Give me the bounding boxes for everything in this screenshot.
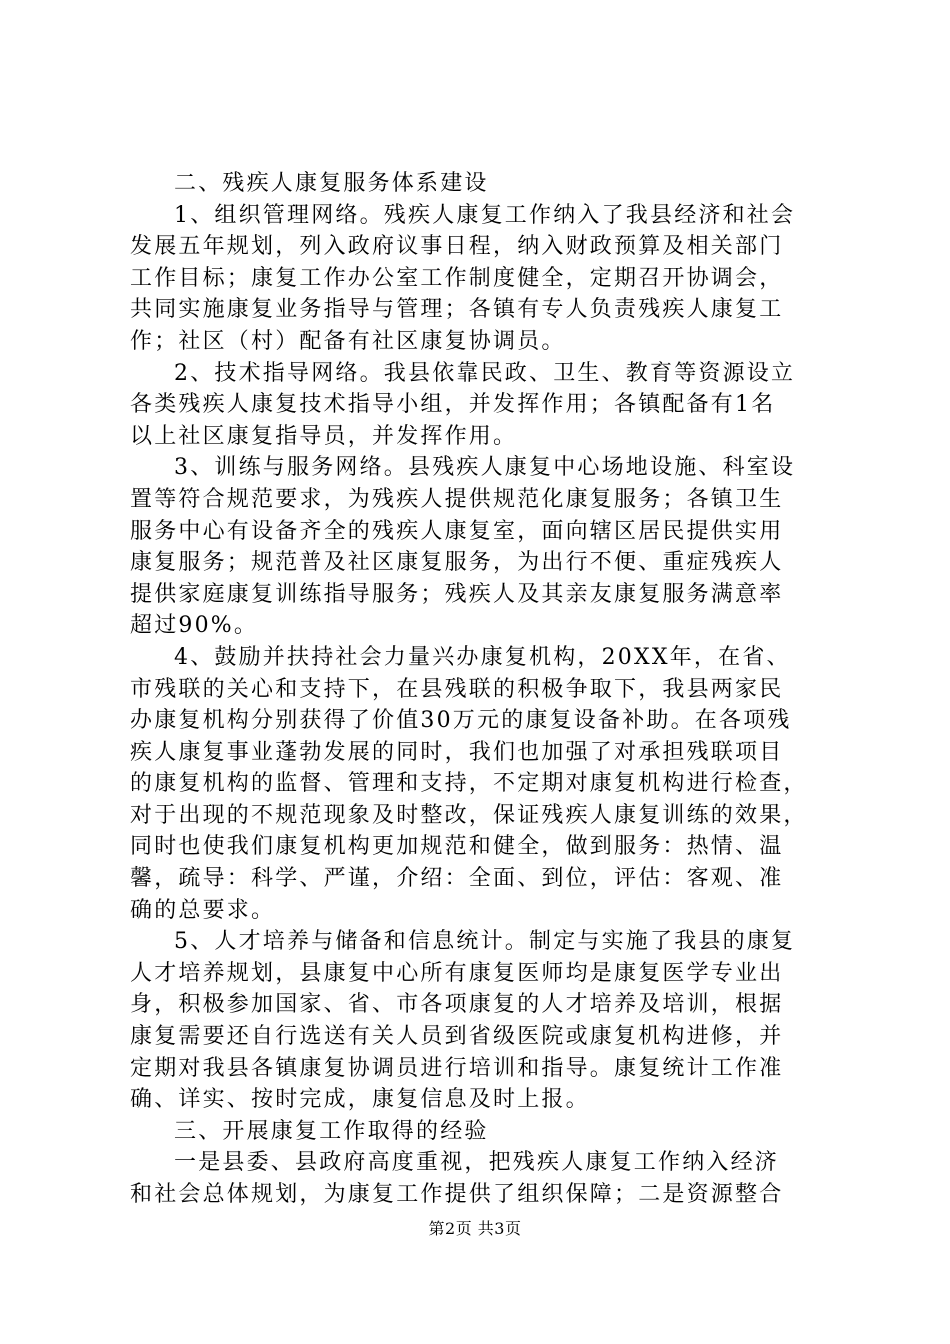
text-line: 以上社区康复指导员，并发挥作用。 bbox=[130, 423, 518, 449]
text-line: 超过90%。 bbox=[130, 613, 259, 639]
text-line: 各类残疾人康复技术指导小组，并发挥作用；各镇配备有1名 bbox=[130, 392, 776, 418]
document-body bbox=[130, 168, 830, 1211]
text-line: 和社会总体规划，为康复工作提供了组织保障；二是资源整合 bbox=[130, 1182, 784, 1207]
text-line: 市残联的关心和支持下，在县残联的积极争取下，我县两家民 bbox=[130, 676, 784, 702]
text-line: 同时也使我们康复机构更加规范和健全，做到服务：热情、温 bbox=[130, 834, 784, 860]
paragraph-heading-3 bbox=[130, 1116, 830, 1148]
text-line: 身，积极参加国家、省、市各项康复的人才培养及培训，根据 bbox=[130, 992, 784, 1018]
text-line: 二、残疾人康复服务体系建设 bbox=[174, 171, 489, 196]
paragraph-p4 bbox=[130, 642, 830, 926]
text-line: 康复需要还自行选送有关人员到省级医院或康复机构进修，并 bbox=[130, 1024, 784, 1050]
text-line: 康复服务；规范普及社区康复服务，为出行不便、重症残疾人 bbox=[130, 550, 784, 576]
text-line: 置等符合规范要求，为残疾人提供规范化康复服务；各镇卫生 bbox=[130, 486, 784, 512]
paragraph-p3 bbox=[130, 452, 830, 642]
paragraph-p5 bbox=[130, 926, 830, 1116]
text-line: 的康复机构的监督、管理和支持，不定期对康复机构进行检查， bbox=[130, 771, 808, 797]
text-line: 作；社区（村）配备有社区康复协调员。 bbox=[130, 328, 566, 354]
text-line: 共同实施康复业务指导与管理；各镇有专人负责残疾人康复工 bbox=[130, 297, 784, 323]
paragraph-p2 bbox=[130, 358, 830, 453]
text-line: 4、鼓励并扶持社会力量兴办康复机构，20XX年，在省、 bbox=[174, 644, 791, 670]
text-line: 定期对我县各镇康复协调员进行培训和指导。康复统计工作准 bbox=[130, 1055, 784, 1081]
page-footer: 第2页 共3页 bbox=[428, 1219, 522, 1238]
text-line: 工作目标；康复工作办公室工作制度健全，定期召开协调会， bbox=[130, 265, 784, 291]
text-line: 2、技术指导网络。我县依靠民政、卫生、教育等资源设立 bbox=[174, 360, 796, 386]
text-line: 提供家庭康复训练指导服务；残疾人及其亲友康复服务满意率 bbox=[130, 581, 784, 607]
paragraph-p1 bbox=[130, 200, 830, 358]
text-line: 服务中心有设备齐全的残疾人康复室，面向辖区居民提供实用 bbox=[130, 518, 784, 544]
text-line: 一是县委、县政府高度重视，把残疾人康复工作纳入经济 bbox=[174, 1150, 780, 1176]
text-line: 三、开展康复工作取得的经验 bbox=[174, 1118, 489, 1144]
text-line: 确的总要求。 bbox=[130, 897, 276, 923]
text-line: 3、训练与服务网络。县残疾人康复中心场地设施、科室设 bbox=[174, 455, 796, 481]
text-line: 确、详实、按时完成，康复信息及时上报。 bbox=[130, 1087, 590, 1113]
text-line: 办康复机构分别获得了价值30万元的康复设备补助。在各项残 bbox=[130, 708, 792, 734]
text-line: 疾人康复事业蓬勃发展的同时，我们也加强了对承担残联项目 bbox=[130, 739, 784, 765]
text-line: 1、组织管理网络。残疾人康复工作纳入了我县经济和社会 bbox=[174, 202, 796, 228]
text-line: 人才培养规划，县康复中心所有康复医师均是康复医学专业出 bbox=[130, 960, 784, 986]
text-line: 对于出现的不规范现象及时整改，保证残疾人康复训练的效果， bbox=[130, 802, 808, 828]
text-line: 发展五年规划，列入政府议事日程，纳入财政预算及相关部门 bbox=[130, 234, 784, 260]
text-line: 馨，疏导：科学、严谨，介绍：全面、到位，评估：客观、准 bbox=[130, 866, 784, 892]
text-line: 5、人才培养与储备和信息统计。制定与实施了我县的康复 bbox=[174, 929, 796, 955]
paragraph-p6 bbox=[130, 1147, 830, 1210]
paragraph-heading-2 bbox=[130, 168, 830, 200]
